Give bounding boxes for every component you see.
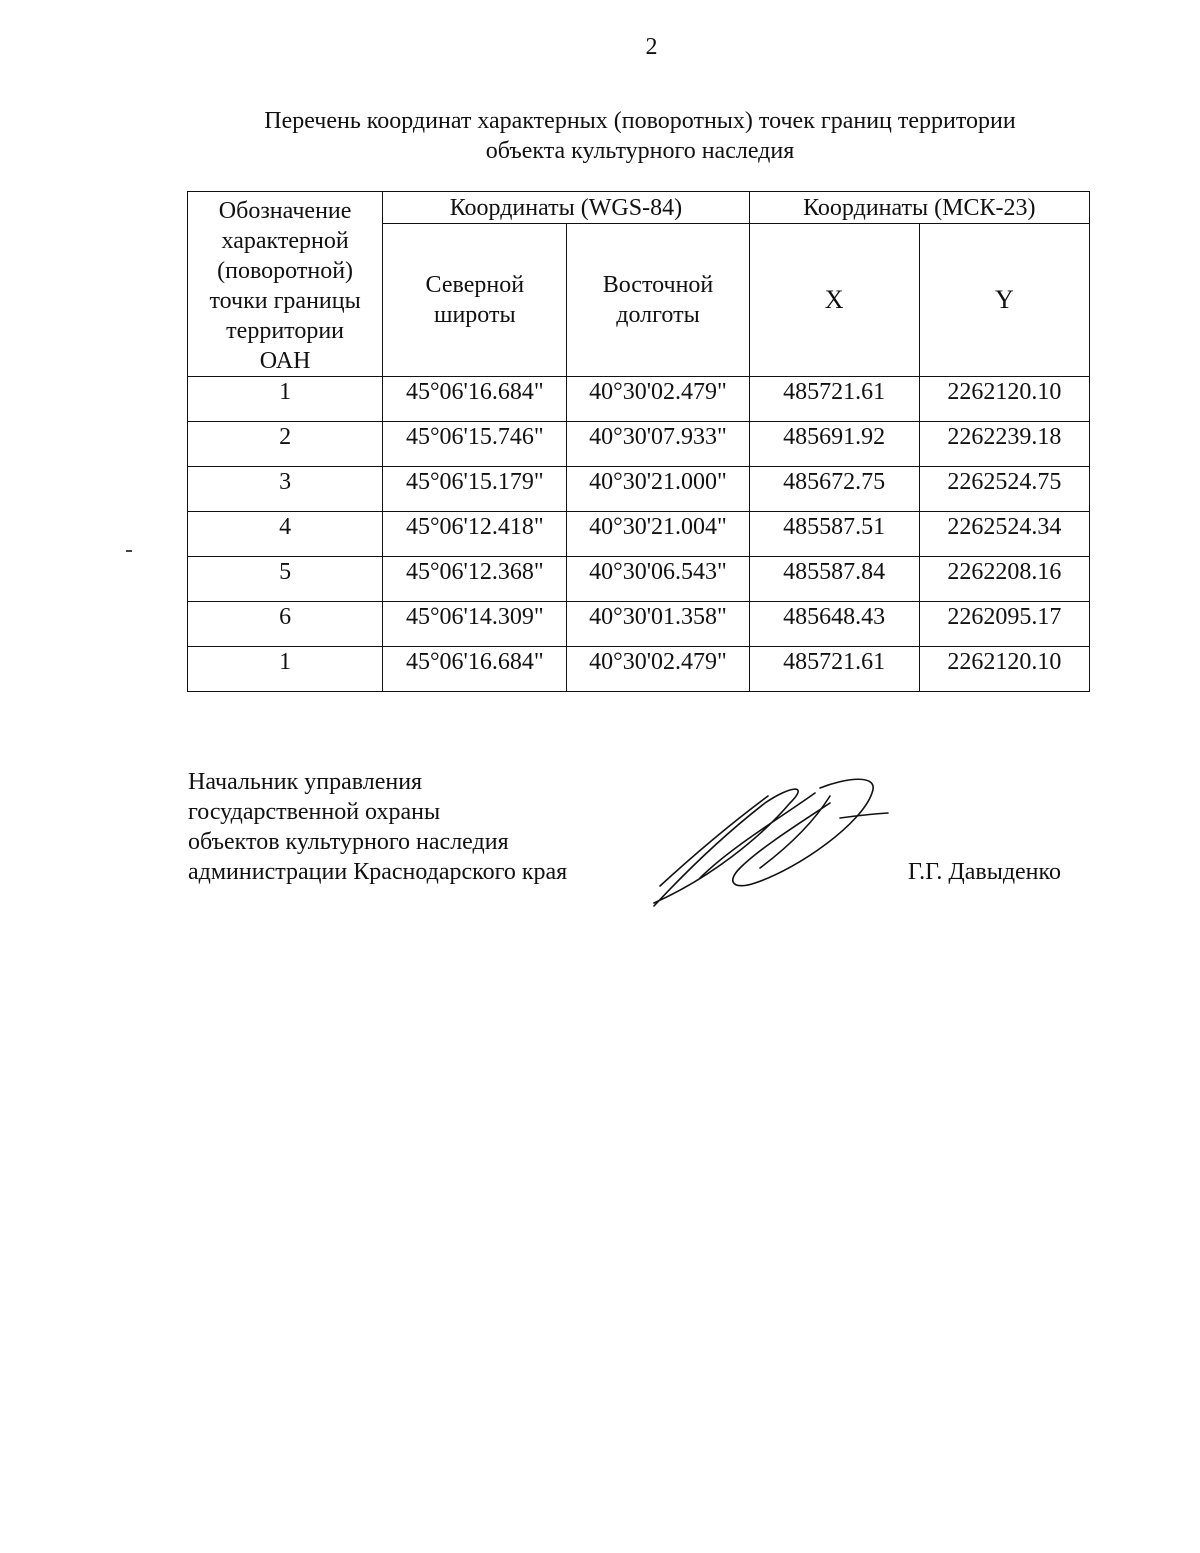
position-line2: государственной охраны bbox=[188, 799, 441, 825]
position-line3: объектов культурного наследия bbox=[188, 829, 509, 855]
header-point-designation: Обозначение характерной (поворотной) точки границы территории ОАН bbox=[188, 192, 383, 377]
cell-longitude: 40°30'02.479" bbox=[567, 647, 749, 692]
cell-longitude: 40°30'06.543" bbox=[567, 557, 749, 602]
header-wgs84-group: Координаты (WGS-84) bbox=[383, 192, 749, 224]
handwritten-signature bbox=[640, 768, 890, 918]
signer-name: Г.Г. Давыденко bbox=[908, 859, 1061, 885]
cell-point: 2 bbox=[188, 422, 383, 467]
cell-x: 485672.75 bbox=[749, 467, 919, 512]
cell-x: 485691.92 bbox=[749, 422, 919, 467]
cell-latitude: 45°06'15.179" bbox=[383, 467, 567, 512]
cell-y: 2262239.18 bbox=[919, 422, 1089, 467]
cell-point: 6 bbox=[188, 602, 383, 647]
header-latitude: Северной широты bbox=[383, 224, 567, 377]
header-x: X bbox=[749, 224, 919, 377]
cell-longitude: 40°30'02.479" bbox=[567, 377, 749, 422]
cell-point: 5 bbox=[188, 557, 383, 602]
table-row bbox=[188, 467, 1090, 512]
cell-latitude: 45°06'16.684" bbox=[383, 647, 567, 692]
cell-longitude: 40°30'21.000" bbox=[567, 467, 749, 512]
cell-y: 2262120.10 bbox=[919, 377, 1089, 422]
cell-y: 2262208.16 bbox=[919, 557, 1089, 602]
cell-longitude: 40°30'07.933" bbox=[567, 422, 749, 467]
table-row bbox=[188, 647, 1090, 692]
cell-y: 2262524.75 bbox=[919, 467, 1089, 512]
cell-y: 2262524.34 bbox=[919, 512, 1089, 557]
table-row bbox=[188, 512, 1090, 557]
cell-latitude: 45°06'12.368" bbox=[383, 557, 567, 602]
cell-point: 1 bbox=[188, 377, 383, 422]
document-title bbox=[190, 106, 1090, 166]
cell-x: 485721.61 bbox=[749, 377, 919, 422]
page-number: 2 bbox=[645, 34, 658, 60]
cell-point: 4 bbox=[188, 512, 383, 557]
cell-point: 3 bbox=[188, 467, 383, 512]
table-row bbox=[188, 422, 1090, 467]
header-longitude: Восточной долготы bbox=[567, 224, 749, 377]
cell-y: 2262120.10 bbox=[919, 647, 1089, 692]
cell-y: 2262095.17 bbox=[919, 602, 1089, 647]
document-title-line2: объекта культурного наследия bbox=[485, 138, 795, 164]
scan-mark bbox=[126, 550, 132, 552]
cell-longitude: 40°30'21.004" bbox=[567, 512, 749, 557]
cell-x: 485721.61 bbox=[749, 647, 919, 692]
signatory-position bbox=[188, 767, 567, 887]
cell-longitude: 40°30'01.358" bbox=[567, 602, 749, 647]
header-y: Y bbox=[919, 224, 1089, 377]
cell-latitude: 45°06'14.309" bbox=[383, 602, 567, 647]
coordinates-table bbox=[187, 191, 1090, 692]
table-row bbox=[188, 602, 1090, 647]
header-msk23-group: Координаты (МСК-23) bbox=[749, 192, 1089, 224]
position-line4: администрации Краснодарского края bbox=[188, 859, 568, 885]
cell-x: 485587.84 bbox=[749, 557, 919, 602]
cell-latitude: 45°06'16.684" bbox=[383, 377, 567, 422]
position-line1: Начальник управления bbox=[188, 769, 423, 795]
table-row bbox=[188, 557, 1090, 602]
cell-point: 1 bbox=[188, 647, 383, 692]
document-title-line1: Перечень координат характерных (поворотных) точек границ территории bbox=[264, 108, 1016, 134]
cell-latitude: 45°06'15.746" bbox=[383, 422, 567, 467]
table-header-row bbox=[188, 192, 1090, 224]
table-row bbox=[188, 377, 1090, 422]
cell-latitude: 45°06'12.418" bbox=[383, 512, 567, 557]
cell-x: 485587.51 bbox=[749, 512, 919, 557]
cell-x: 485648.43 bbox=[749, 602, 919, 647]
